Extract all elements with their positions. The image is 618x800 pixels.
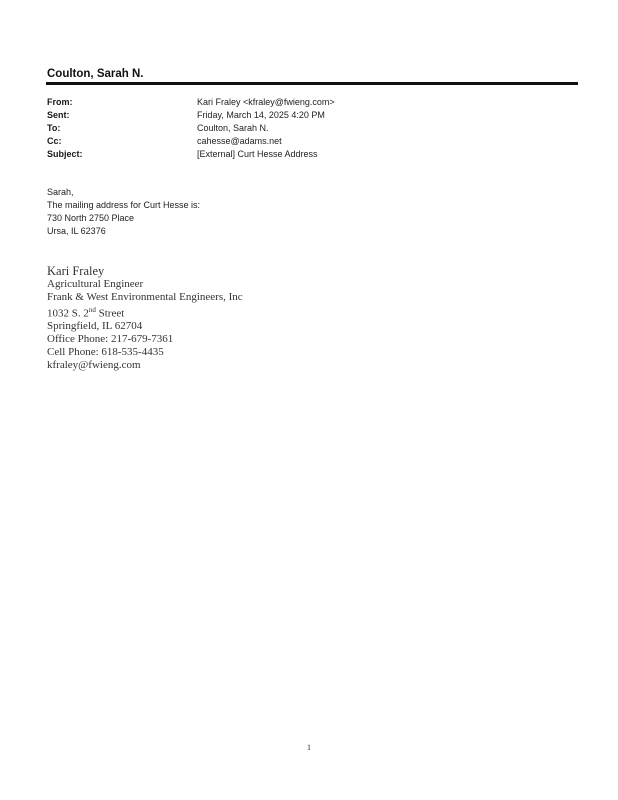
- body-address-line-2: Ursa, IL 62376: [47, 226, 106, 236]
- email-signature: [47, 264, 243, 372]
- signature-cell-phone: Cell Phone: 618-535-4435: [47, 346, 164, 359]
- header-row-to: [47, 122, 335, 135]
- header-value-subject: [External] Curt Hesse Address: [197, 149, 318, 159]
- header-value-to: Coulton, Sarah N.: [197, 123, 269, 133]
- email-body: [47, 186, 200, 238]
- street-suffix: Street: [95, 307, 125, 320]
- signature-city: Springfield, IL 62704: [47, 320, 143, 333]
- body-address-line-1: 730 North 2750 Place: [47, 213, 135, 223]
- header-label: Cc:: [47, 136, 62, 146]
- header-label: From:: [47, 97, 73, 107]
- mailbox-owner-name: Coulton, Sarah N.: [47, 68, 144, 80]
- header-row-cc: [47, 135, 335, 148]
- signature-street: [47, 304, 243, 321]
- body-line: The mailing address for Curt Hesse is:: [47, 200, 201, 210]
- body-greeting: Sarah,: [47, 187, 74, 197]
- signature-name: Kari Fraley: [47, 264, 105, 278]
- header-row-subject: [47, 148, 335, 161]
- email-headers: [47, 96, 335, 161]
- page-number: 1: [307, 743, 311, 752]
- header-row-from: [47, 96, 335, 109]
- signature-office-phone: Office Phone: 217-679-7361: [47, 333, 174, 346]
- header-value-from: Kari Fraley <kfraley@fwieng.com>: [197, 97, 335, 107]
- signature-company: Frank & West Environmental Engineers, Inc: [47, 290, 243, 303]
- header-label: To:: [47, 123, 61, 133]
- header-value-cc: cahesse@adams.net: [197, 136, 282, 146]
- signature-title: Agricultural Engineer: [47, 278, 144, 290]
- header-label: Subject:: [47, 149, 83, 159]
- street-prefix: 1032 S. 2: [47, 307, 89, 320]
- header-divider: [46, 82, 578, 85]
- header-value-sent: Friday, March 14, 2025 4:20 PM: [197, 110, 325, 120]
- street-superscript: nd: [88, 305, 96, 314]
- header-row-sent: [47, 109, 335, 122]
- signature-email: kfraley@fwieng.com: [47, 359, 141, 372]
- header-label: Sent:: [47, 110, 70, 120]
